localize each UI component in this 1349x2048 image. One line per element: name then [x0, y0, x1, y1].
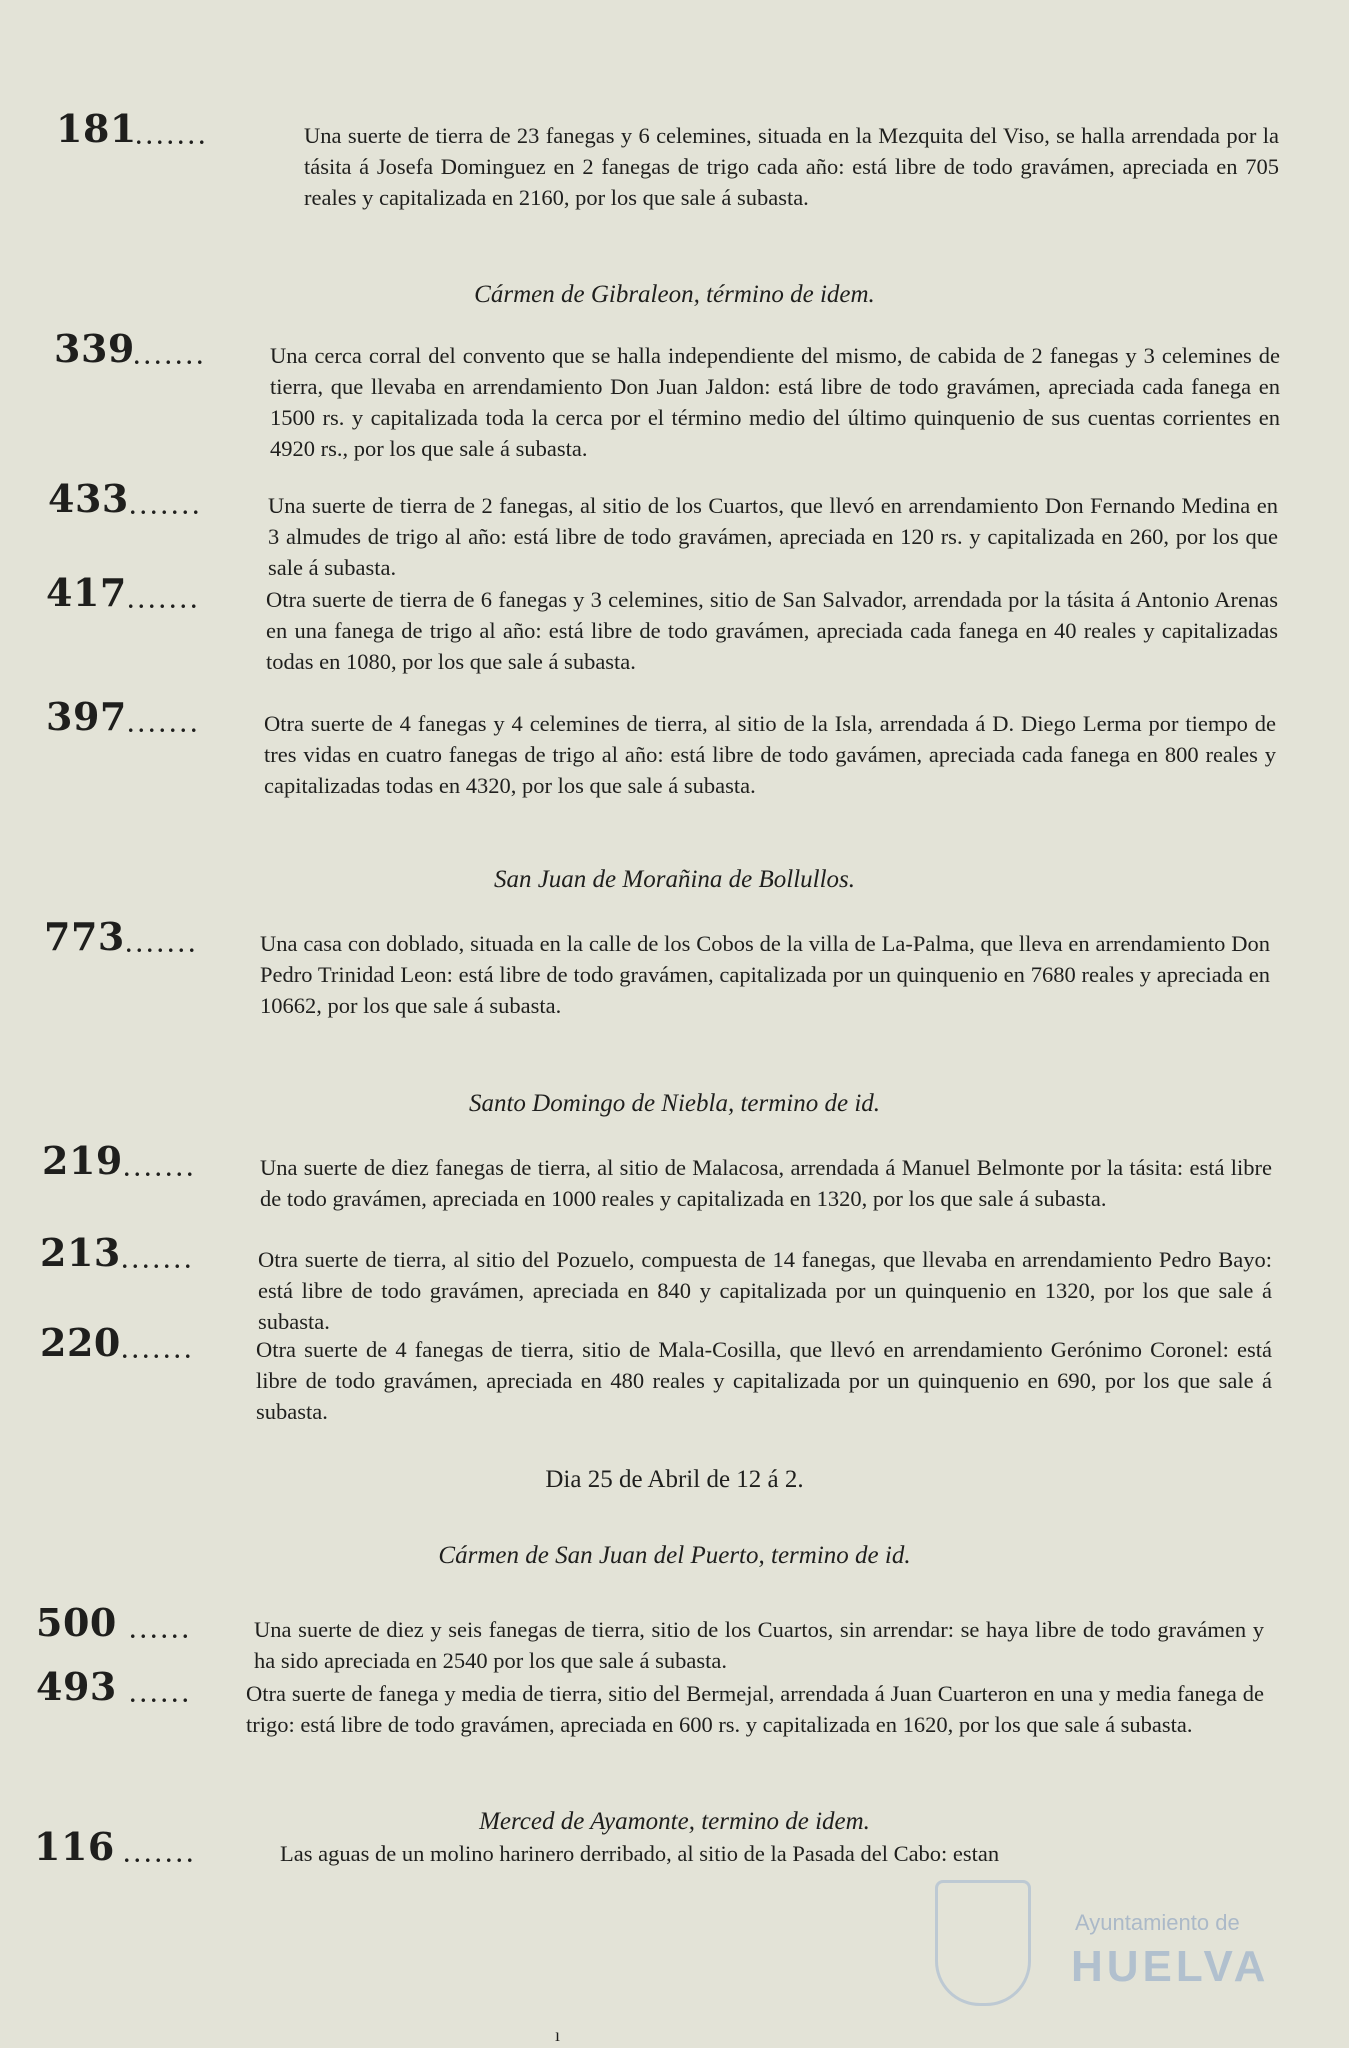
entry-number: 339: [54, 326, 135, 371]
leader-dots: .......: [122, 1338, 196, 1363]
leader-dots: .......: [126, 932, 200, 957]
entry-text: Otra suerte de tierra, al sitio del Pozuelo, compuesta de 14 fanegas, que llevaba en arrendamiento Pedro Bayo: está libre de todo gravámen, apreciada en 840 y capitalizada por un quinquenio en 1320, por los que sale á subasta.: [258, 1247, 1272, 1334]
entry-433: [34, 476, 1294, 583]
entry-339: [34, 326, 1294, 464]
entry-text: Otra suerte de fanega y media de tierra, sitio del Bermejal, arrendada á Juan Cuarteron en una y media fanega de trigo: está libre de todo gravámen, apreciada en 600 rs. y capitalizada en 1620, por los que sale á subasta.: [246, 1681, 1264, 1737]
entry-text: Una casa con doblado, situada en la calle de los Cobos de la villa de La-Palma, que lleva en arrendamiento Don Pedro Trinidad Leon: está libre de todo gravámen, capitalizada por un quinquenio en 7680 reales y apreciada en 10662, por los que sale á subasta.: [260, 931, 1270, 1018]
section-heading: Cármen de Gibraleon, término de idem.: [474, 281, 875, 308]
entry-500: [34, 1600, 1294, 1676]
entry-number: 219: [42, 1138, 123, 1183]
entry-213: [34, 1230, 1294, 1337]
entry-number: 181: [56, 106, 137, 151]
entry-219: [34, 1138, 1294, 1214]
entry-text: Una suerte de tierra de 23 fanegas y 6 celemines, situada en la Mezquita del Viso, se halla arrendada por la tásita á Josefa Dominguez en 2 fanegas de trigo cada año: está libre de todo gravámen, apreciada en 705 reales y capitalizada en 2160, por los que sale á subasta.: [304, 123, 1279, 210]
watermark-city: HUELVA: [1071, 1942, 1270, 1991]
entry-number: 773: [44, 914, 125, 959]
leader-dots: ......: [130, 1618, 193, 1643]
entry-number: 493: [36, 1664, 117, 1709]
entry-397: [34, 694, 1294, 801]
entry-number: 397: [46, 694, 127, 739]
leader-dots: .......: [128, 588, 202, 613]
section-heading: Merced de Ayamonte, termino de idem.: [479, 1808, 870, 1835]
watermark-org: Ayuntamiento de: [1075, 1910, 1240, 1935]
entry-number: 417: [46, 570, 127, 615]
entry-number: 220: [40, 1320, 121, 1365]
entry-text: Otra suerte de tierra de 6 fanegas y 3 celemines, sitio de San Salvador, arrendada por la tásita á Antonio Arenas en una fanega de trigo al año: está libre de todo gravámen, apreciada cada fanega en 40 reales y capitalizadas todas en 1080, por los que sale á subasta.: [266, 587, 1278, 674]
entry-number: 500: [36, 1600, 117, 1645]
leader-dots: .......: [136, 124, 210, 149]
leader-dots: .......: [124, 1842, 198, 1867]
entry-text: Una suerte de tierra de 2 fanegas, al sitio de los Cuartos, que llevó en arrendamiento Don Fernando Medina en 3 almudes de trigo al año: está libre de todo gravámen, apreciada en 120 rs. y capitalizada en 260, por los que sale á subasta.: [268, 493, 1278, 580]
watermark-logo: [935, 1880, 1275, 2030]
leader-dots: .......: [124, 1156, 198, 1181]
entry-number: 213: [40, 1230, 121, 1275]
city-shield-icon: [935, 1880, 1031, 2006]
entry-text: Una suerte de diez y seis fanegas de tierra, sitio de los Cuartos, sin arrendar: se haya libre de todo gravámen y ha sido apreciada en 2540 por los que sale á subasta.: [254, 1617, 1264, 1673]
leader-dots: .......: [130, 494, 204, 519]
section-heading: Cármen de San Juan del Puerto, termino de id.: [438, 1542, 911, 1569]
leader-dots: .......: [122, 1248, 196, 1273]
entry-number: 116: [34, 1824, 115, 1869]
entry-181: [34, 106, 1294, 213]
entry-number: 433: [48, 476, 129, 521]
leader-dots: ......: [130, 1682, 193, 1707]
leader-dots: .......: [128, 712, 202, 737]
entry-text: Las aguas de un molino harinero derribado, al sitio de la Pasada del Cabo: estan: [280, 1841, 1000, 1866]
leader-dots: .......: [134, 344, 208, 369]
entry-text: Otra suerte de 4 fanegas de tierra, sitio de Mala-Cosilla, que llevó en arrendamiento Gerónimo Coronel: está libre de todo gravámen, apreciada en 480 reales y capitalizada por un quinquenio en 690, por los que sale á subasta.: [256, 1337, 1272, 1424]
entry-text: Una suerte de diez fanegas de tierra, al sitio de Malacosa, arrendada á Manuel Belmonte por la tásita: está libre de todo gravámen, apreciada en 1000 reales y capitalizada en 1320, por los que sale á subasta.: [260, 1155, 1272, 1211]
entry-text: Otra suerte de 4 fanegas y 4 celemines de tierra, al sitio de la Isla, arrendada á D. Diego Lerma por tiempo de tres vidas en cuatro fanegas de trigo al año: está libre de todo gavámen, apreciada cada fanega en 800 reales y capitalizadas todas en 4320, por los que sale á subasta.: [264, 711, 1276, 798]
section-heading: Santo Domingo de Niebla, termino de id.: [468, 1090, 881, 1117]
entry-417: [34, 570, 1294, 677]
entry-493: [34, 1664, 1294, 1740]
section-heading: San Juan de Morañina de Bollullos.: [493, 866, 856, 893]
entry-773: [34, 914, 1294, 1021]
date-heading: Dia 25 de Abril de 12 á 2.: [545, 1466, 804, 1493]
entry-220: [34, 1320, 1294, 1427]
entry-116: [34, 1824, 1294, 1869]
entry-text: Una cerca corral del convento que se halla independiente del mismo, de cabida de 2 fanegas y 3 celemines de tierra, que llevaba en arrendamiento Don Juan Jaldon: está libre de todo gravámen, apreciada cada fanega en 1500 rs. y capitalizada toda la cerca por el término medio del último quinquenio de sus cuentas corrientes en 4920 rs., por los que sale á subasta.: [270, 343, 1280, 461]
footer-mark: ı: [555, 2025, 561, 2045]
